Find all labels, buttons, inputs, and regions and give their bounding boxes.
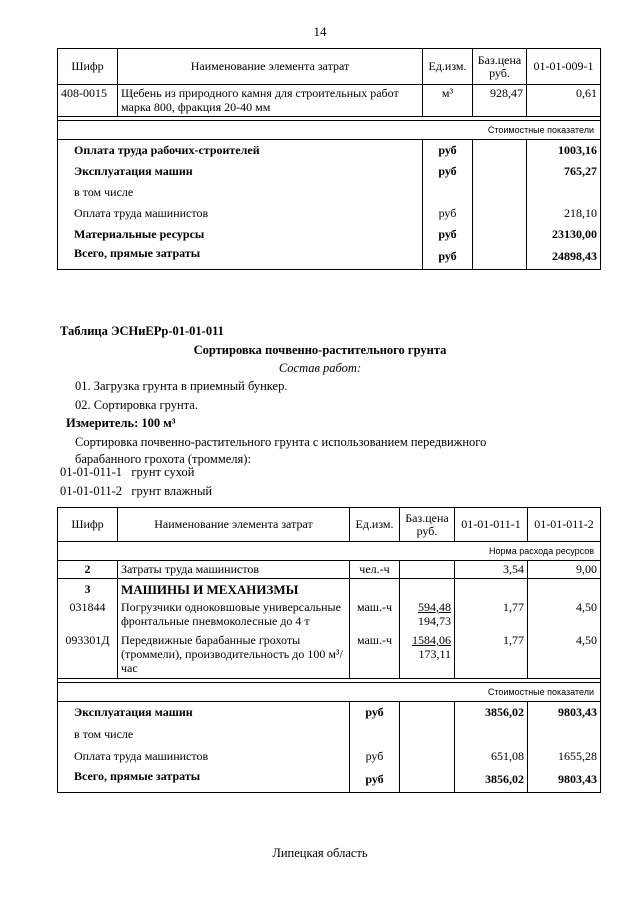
row-value-1: 3,54	[455, 561, 528, 579]
work-item: 01. Загрузка грунта в приемный бункер.	[75, 379, 288, 393]
col-header-code: Шифр	[58, 49, 118, 85]
row-name: Затраты труда машинистов	[118, 561, 350, 579]
row-code: 2	[58, 561, 118, 579]
variant-row	[60, 484, 212, 499]
table-title: Таблица ЭСНиЕРр-01-01-011	[60, 324, 224, 338]
cost-row	[58, 245, 601, 270]
row-value-1: 1,77	[455, 629, 528, 679]
col-header-price: Баз.цена руб.	[400, 508, 455, 542]
col-header-unit: Ед.изм.	[350, 508, 400, 542]
cost-rows	[58, 702, 601, 793]
cost-row	[58, 224, 601, 245]
cost-row	[58, 203, 601, 224]
cost-price	[473, 203, 527, 224]
row-value-2: 4,50	[528, 599, 601, 629]
cost-value: 1003,16	[527, 140, 601, 161]
cost-value: 23130,00	[527, 224, 601, 245]
table-1	[57, 48, 601, 270]
cost-value-2: 9803,43	[528, 768, 601, 793]
meter-label: Измеритель: 100 м³	[66, 416, 176, 430]
cost-name: Всего, прямые затраты	[58, 768, 350, 793]
variant-code: 01-01-011-1	[60, 465, 123, 479]
cost-name: Материальные ресурсы	[58, 224, 423, 245]
page-number: 14	[313, 24, 327, 39]
table-row	[58, 85, 601, 117]
cost-value-1: 3856,02	[455, 768, 528, 793]
row-code: 093301Д	[58, 629, 118, 679]
cost-value-1: 651,08	[455, 746, 528, 768]
row-value-1: 1,77	[455, 599, 528, 629]
row-name: Передвижные барабанные грохоты (троммели), производительность до 100 м³/час	[118, 629, 350, 679]
composition-label: Состав работ:	[278, 361, 362, 375]
cost-price	[473, 245, 527, 270]
row-value: 0,61	[527, 85, 601, 117]
row-unit: чел.-ч	[350, 561, 400, 579]
cost-value: 218,10	[527, 203, 601, 224]
row-code: 3	[58, 579, 118, 600]
cost-price	[400, 746, 455, 768]
cost-value: 765,27	[527, 161, 601, 182]
row-value-2: 9,00	[528, 561, 601, 579]
cost-value-2	[528, 724, 601, 746]
row-price: 928,47	[473, 85, 527, 117]
cost-price	[473, 161, 527, 182]
cost-name: Оплата труда машинистов	[58, 203, 423, 224]
cost-unit: руб	[423, 140, 473, 161]
row-price	[400, 599, 455, 629]
col-header-name: Наименование элемента затрат	[118, 49, 423, 85]
cost-row	[58, 746, 601, 768]
row-unit: маш.-ч	[350, 599, 400, 629]
cost-value: 24898,43	[527, 245, 601, 270]
cost-price	[400, 702, 455, 724]
footer: Липецкая область	[272, 846, 368, 860]
col-header-code: Шифр	[58, 508, 118, 542]
norm-label: Норма расхода ресурсов	[58, 542, 601, 561]
col-header-value-2: 01-01-011-2	[528, 508, 601, 542]
table-row	[58, 561, 601, 579]
cost-name: Эксплуатация машин	[58, 161, 423, 182]
cost-value-1	[455, 724, 528, 746]
cost-unit: руб	[350, 746, 400, 768]
col-header-value: 01-01-009-1	[527, 49, 601, 85]
row-code: 408-0015	[58, 85, 118, 117]
cost-price	[473, 224, 527, 245]
cost-name: Оплата труда машинистов	[58, 746, 350, 768]
description: Сортировка почвенно-растительного грунта с использованием передвижного барабанного грохота (троммеля):	[75, 435, 487, 466]
row-unit: маш.-ч	[350, 629, 400, 679]
section-label: Стоимостные показатели	[58, 683, 601, 702]
table-row	[58, 629, 601, 679]
cost-price	[473, 182, 527, 203]
cost-price	[400, 724, 455, 746]
cost-unit	[350, 724, 400, 746]
cost-unit: руб	[423, 161, 473, 182]
cost-unit: руб	[350, 768, 400, 793]
cost-value-2: 9803,43	[528, 702, 601, 724]
cost-row	[58, 182, 601, 203]
row-name: Погрузчики одноковшовые универсальные фронтальные пневмоколесные до 4 т	[118, 599, 350, 629]
cost-row	[58, 724, 601, 746]
cost-row	[58, 768, 601, 793]
variant-name: грунт влажный	[131, 484, 213, 498]
col-header-value-1: 01-01-011-1	[455, 508, 528, 542]
cost-unit: руб	[423, 224, 473, 245]
cost-row	[58, 161, 601, 182]
row-value-2: 4,50	[528, 629, 601, 679]
cost-row	[58, 702, 601, 724]
cost-value	[527, 182, 601, 203]
variant-name: грунт сухой	[131, 465, 195, 479]
col-header-name: Наименование элемента затрат	[118, 508, 350, 542]
row-name: Щебень из природного камня для строительных работ марка 800, фракция 20-40 мм	[118, 85, 423, 117]
table-2	[57, 507, 601, 793]
section-label: Стоимостные показатели	[58, 121, 601, 140]
row-unit: м³	[423, 85, 473, 117]
col-header-price: Баз.цена руб.	[473, 49, 527, 85]
col-header-unit: Ед.изм.	[423, 49, 473, 85]
cost-row	[58, 140, 601, 161]
cost-price	[400, 768, 455, 793]
cost-unit: руб	[423, 245, 473, 270]
cost-unit	[423, 182, 473, 203]
cost-value-2: 1655,28	[528, 746, 601, 768]
price-value: 594,48	[418, 600, 451, 614]
cost-name: Оплата труда рабочих-строителей	[58, 140, 423, 161]
row-name: МАШИНЫ И МЕХАНИЗМЫ	[118, 579, 350, 600]
cost-name: в том числе	[58, 182, 423, 203]
price-value: 194,73	[418, 614, 451, 628]
table-row	[58, 599, 601, 629]
cost-price	[473, 140, 527, 161]
row-code: 031844	[58, 599, 118, 629]
cost-unit: руб	[350, 702, 400, 724]
cost-value-1: 3856,02	[455, 702, 528, 724]
cost-name: Всего, прямые затраты	[58, 245, 423, 270]
row-price	[400, 629, 455, 679]
price-value: 173,11	[418, 647, 451, 661]
variant-row	[60, 465, 195, 480]
cost-rows	[58, 140, 601, 270]
cost-name: в том числе	[58, 724, 350, 746]
work-item: 02. Сортировка грунта.	[75, 398, 198, 412]
variant-code: 01-01-011-2	[60, 484, 123, 498]
section-subtitle: Сортировка почвенно-растительного грунта	[193, 343, 447, 357]
cost-name: Эксплуатация машин	[58, 702, 350, 724]
price-value: 1584,06	[412, 633, 451, 647]
cost-unit: руб	[423, 203, 473, 224]
table-row	[58, 579, 601, 600]
